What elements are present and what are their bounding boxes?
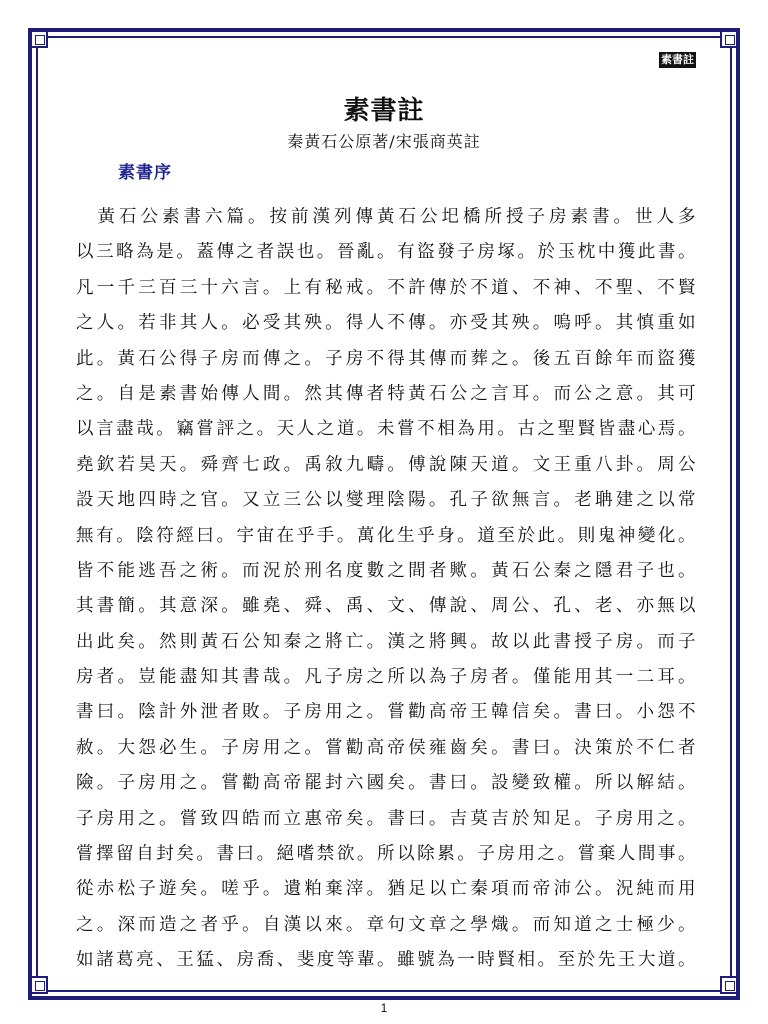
text-line: 以言盡哉。竊嘗評之。天人之道。未嘗不相為用。古之聖賢皆盡心焉。: [76, 419, 696, 440]
corner-ornament-top-right: [720, 30, 738, 48]
text-line: 子房用之。嘗致四皓而立惠帝矣。書曰。吉莫吉於知足。子房用之。: [76, 808, 696, 829]
corner-ornament-top-left: [30, 30, 48, 48]
text-line: 出此矣。然則黃石公知秦之將亡。漢之將興。故以此書授子房。而子: [76, 631, 696, 652]
page-number: 1: [380, 1001, 388, 1015]
text-line: 皆不能逃吾之術。而況於刑名度數之間者歟。黃石公秦之隱君子也。: [76, 560, 696, 581]
text-line: 險。子房用之。嘗勸高帝罷封六國矣。書曰。設變致權。所以解結。: [76, 773, 696, 794]
text-line: 黃石公素書六篇。按前漢列傳黃石公圯橋所授子房素書。世人多: [76, 207, 696, 227]
text-line: 如諸葛亮、王猛、房喬、斐度等輩。雖號為一時賢相。至於先王大道。: [76, 950, 696, 971]
text-line: 堯欽若昊天。舜齊七政。禹敘九疇。傅說陳天道。文王重八卦。周公: [76, 454, 696, 475]
text-line: 嘗擇留自封矣。書曰。絕嗜禁欲。所以除累。子房用之。嘗棄人間事。: [76, 844, 696, 865]
text-line: 凡一千三百三十六言。上有秘戒。不許傳於不道、不神、不聖、不賢: [76, 277, 696, 298]
text-line: 書曰。陰計外泄者敗。子房用之。嘗勸高帝王韓信矣。書曰。小怨不: [76, 702, 696, 723]
text-line: 之。自是素書始傳人間。然其傳者特黃石公之言耳。而公之意。其可: [76, 383, 696, 404]
text-line: 無有。陰符經曰。宇宙在乎手。萬化生乎身。道至於此。則鬼神變化。: [76, 525, 696, 546]
text-line: 從赤松子遊矣。嗟乎。遺粕棄滓。猶足以亡秦項而帝沛公。況純而用: [76, 879, 696, 900]
text-line: 之。深而造之者乎。自漢以來。章句文章之學熾。而知道之士極少。: [76, 914, 696, 935]
document-title: 素書註: [343, 96, 425, 126]
author-line: 秦黃石公原著/宋張商英註: [287, 132, 481, 151]
text-line: 以三略為是。蓋傳之者誤也。晉亂。有盜發子房塚。於玉枕中獲此書。: [76, 242, 696, 263]
corner-ornament-bottom-right: [720, 976, 738, 994]
section-heading: 素書序: [118, 163, 172, 183]
corner-ornament-bottom-left: [30, 976, 48, 994]
text-line: 設天地四時之官。又立三公以燮理陰陽。孔子欲無言。老聃建之以常: [76, 490, 696, 511]
text-line: 此。黃石公得子房而傳之。子房不得其傳而葬之。後五百餘年而盜獲: [76, 348, 696, 369]
text-line: 其書簡。其意深。雖堯、舜、禹、文、傳說、周公、孔、老、亦無以: [76, 596, 696, 617]
text-line: 赦。大怨必生。子房用之。嘗勸高帝侯雍齒矣。書曰。決策於不仁者: [76, 737, 696, 758]
running-header-tag: 素書註: [661, 53, 694, 66]
body-text: [76, 200, 696, 979]
text-line: 房者。豈能盡知其書哉。凡子房之所以為子房者。僅能用其一二耳。: [76, 667, 696, 688]
text-line: 之人。若非其人。必受其殃。得人不傳。亦受其殃。嗚呼。其慎重如: [76, 313, 696, 334]
